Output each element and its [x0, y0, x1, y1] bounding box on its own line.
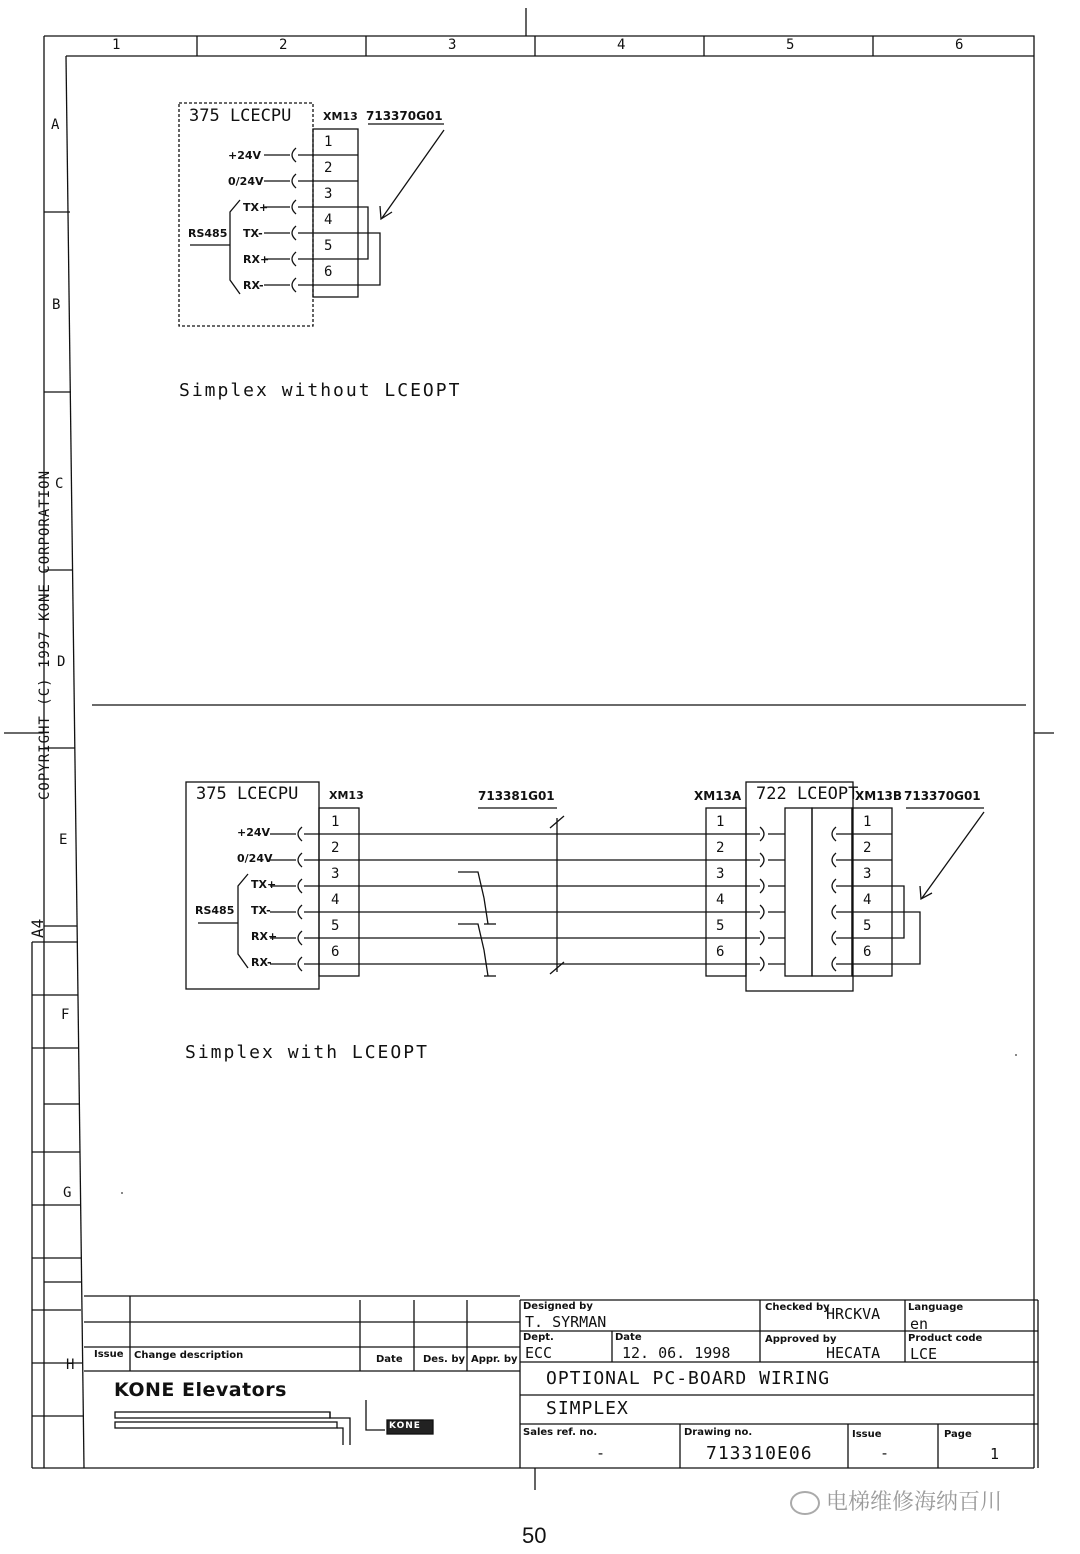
xm13-pin-5: 5 [331, 918, 340, 934]
grid-row-e: E [59, 832, 68, 848]
bottom-signal-tx-plus: TX+ [251, 878, 277, 891]
top-pin-2: 2 [324, 160, 333, 176]
dept-value: ECC [525, 1344, 553, 1362]
xm13b-pin-1: 1 [863, 814, 872, 830]
xm13b-pin-3: 3 [863, 866, 872, 882]
issue-value: - [880, 1444, 890, 1462]
product-code-label: Product code [908, 1333, 983, 1344]
drawing-title-line1: OPTIONAL PC-BOARD WIRING [546, 1368, 831, 1389]
xm13a-pin-6: 6 [716, 944, 725, 960]
language-value: en [910, 1315, 929, 1333]
top-pin-4: 4 [324, 212, 333, 228]
xm13b-pin-6: 6 [863, 944, 872, 960]
date-value: 12. 06. 1998 [622, 1344, 731, 1362]
bottom-cable2-label: 713370G01 [904, 789, 981, 803]
product-code-value: LCE [910, 1345, 938, 1363]
approved-by-label: Approved by [765, 1334, 837, 1345]
grid-col-6: 6 [955, 37, 964, 53]
bottom-signal-tx-minus: TX- [251, 904, 271, 917]
top-signal-tx-minus: TX- [243, 227, 263, 240]
rev-apprby-header: Appr. by [471, 1354, 518, 1365]
date-label: Date [615, 1332, 642, 1343]
xm13b-pin-5: 5 [863, 918, 872, 934]
top-signal-tx-plus: TX+ [243, 201, 269, 214]
bottom-signal-0-24v: 0/24V [237, 852, 273, 865]
bottom-signal-rx-minus: RX- [251, 956, 272, 969]
drawing-title-line2: SIMPLEX [546, 1398, 629, 1419]
xm13b-pin-4: 4 [863, 892, 872, 908]
xm13a-pin-3: 3 [716, 866, 725, 882]
xm13-pin-1: 1 [331, 814, 340, 830]
watermark [790, 1491, 1002, 1515]
grid-row-a: A [51, 117, 60, 133]
sales-ref-label: Sales ref. no. [523, 1427, 598, 1438]
grid-col-5: 5 [786, 37, 795, 53]
grid-row-b: B [52, 297, 61, 313]
top-signal-rx-minus: RX- [243, 279, 264, 292]
top-signal-24v: +24V [228, 149, 262, 162]
rev-issue-header: Issue [94, 1349, 124, 1360]
designed-by-value: T. SYRMAN [525, 1313, 607, 1331]
bottom-signal-rx-plus: RX+ [251, 930, 278, 943]
top-pin-3: 3 [324, 186, 333, 202]
wechat-icon [790, 1491, 820, 1515]
xm13b-pin-2: 2 [863, 840, 872, 856]
board2-label: 722 LCEOPT [756, 784, 859, 804]
bottom-board-label: 375 LCECPU [196, 784, 299, 804]
rev-date-header: Date [376, 1354, 403, 1365]
xm13-pin-4: 4 [331, 892, 340, 908]
bottom-cable-label: 713381G01 [478, 789, 555, 803]
grid-row-h: H [66, 1357, 75, 1373]
top-board-label: 375 LCECPU [189, 106, 292, 126]
top-pin-5: 5 [324, 238, 333, 254]
top-pin-1: 1 [324, 134, 333, 150]
connector-b-label: XM13B [855, 789, 903, 803]
dept-label: Dept. [523, 1332, 554, 1343]
rev-desby-header: Des. by [423, 1354, 465, 1365]
checked-by-value: HRCKVA [826, 1305, 881, 1323]
connector-a-label: XM13A [694, 789, 742, 803]
xm13-pin-2: 2 [331, 840, 340, 856]
xm13-pin-6: 6 [331, 944, 340, 960]
top-cable-label: 713370G01 [366, 109, 443, 123]
top-bus-label: RS485 [188, 227, 228, 240]
designed-by-label: Designed by [523, 1301, 593, 1312]
language-label: Language [908, 1302, 964, 1313]
issue-label: Issue [852, 1429, 882, 1440]
watermark-text: 电梯维修海纳百川 [826, 1490, 1003, 1515]
grid-col-2: 2 [279, 37, 288, 53]
grid-row-c: C [55, 476, 64, 492]
sales-ref-value: - [596, 1444, 606, 1462]
top-signal-rx-plus: RX+ [243, 253, 270, 266]
xm13a-pin-2: 2 [716, 840, 725, 856]
bottom-signal-24v: +24V [237, 826, 271, 839]
drawing-no-value: 713310E06 [706, 1443, 813, 1464]
paper-size-label: A4 [28, 918, 47, 938]
xm13a-pin-5: 5 [716, 918, 725, 934]
rev-change-header: Change description [134, 1350, 244, 1361]
page-label: Page [944, 1429, 972, 1440]
top-pin-6: 6 [324, 264, 333, 280]
company-name: KONE Elevators [114, 1379, 287, 1401]
kone-logo: KONE [389, 1421, 421, 1431]
page-value: 1 [990, 1445, 1000, 1463]
top-connector-label: XM13 [323, 110, 358, 123]
bottom-bus-label: RS485 [195, 904, 235, 917]
grid-row-g: G [63, 1185, 72, 1201]
checked-by-label: Checked by [765, 1302, 830, 1313]
top-caption: Simplex without LCEOPT [179, 380, 462, 401]
xm13a-pin-4: 4 [716, 892, 725, 908]
xm13a-pin-1: 1 [716, 814, 725, 830]
copyright-notice: COPYRIGHT (C) 1997 KONE CORPORATION [37, 469, 53, 800]
bottom-connector-label: XM13 [329, 789, 364, 802]
grid-col-4: 4 [617, 37, 626, 53]
xm13-pin-3: 3 [331, 866, 340, 882]
grid-col-3: 3 [448, 37, 457, 53]
approved-by-value: HECATA [826, 1344, 881, 1362]
page-number: 50 [522, 1523, 547, 1548]
bottom-caption: Simplex with LCEOPT [185, 1042, 429, 1063]
drawing-no-label: Drawing no. [684, 1427, 753, 1438]
grid-col-1: 1 [112, 37, 121, 53]
top-signal-0-24v: 0/24V [228, 175, 264, 188]
grid-row-f: F [61, 1007, 70, 1023]
grid-row-d: D [57, 654, 66, 670]
